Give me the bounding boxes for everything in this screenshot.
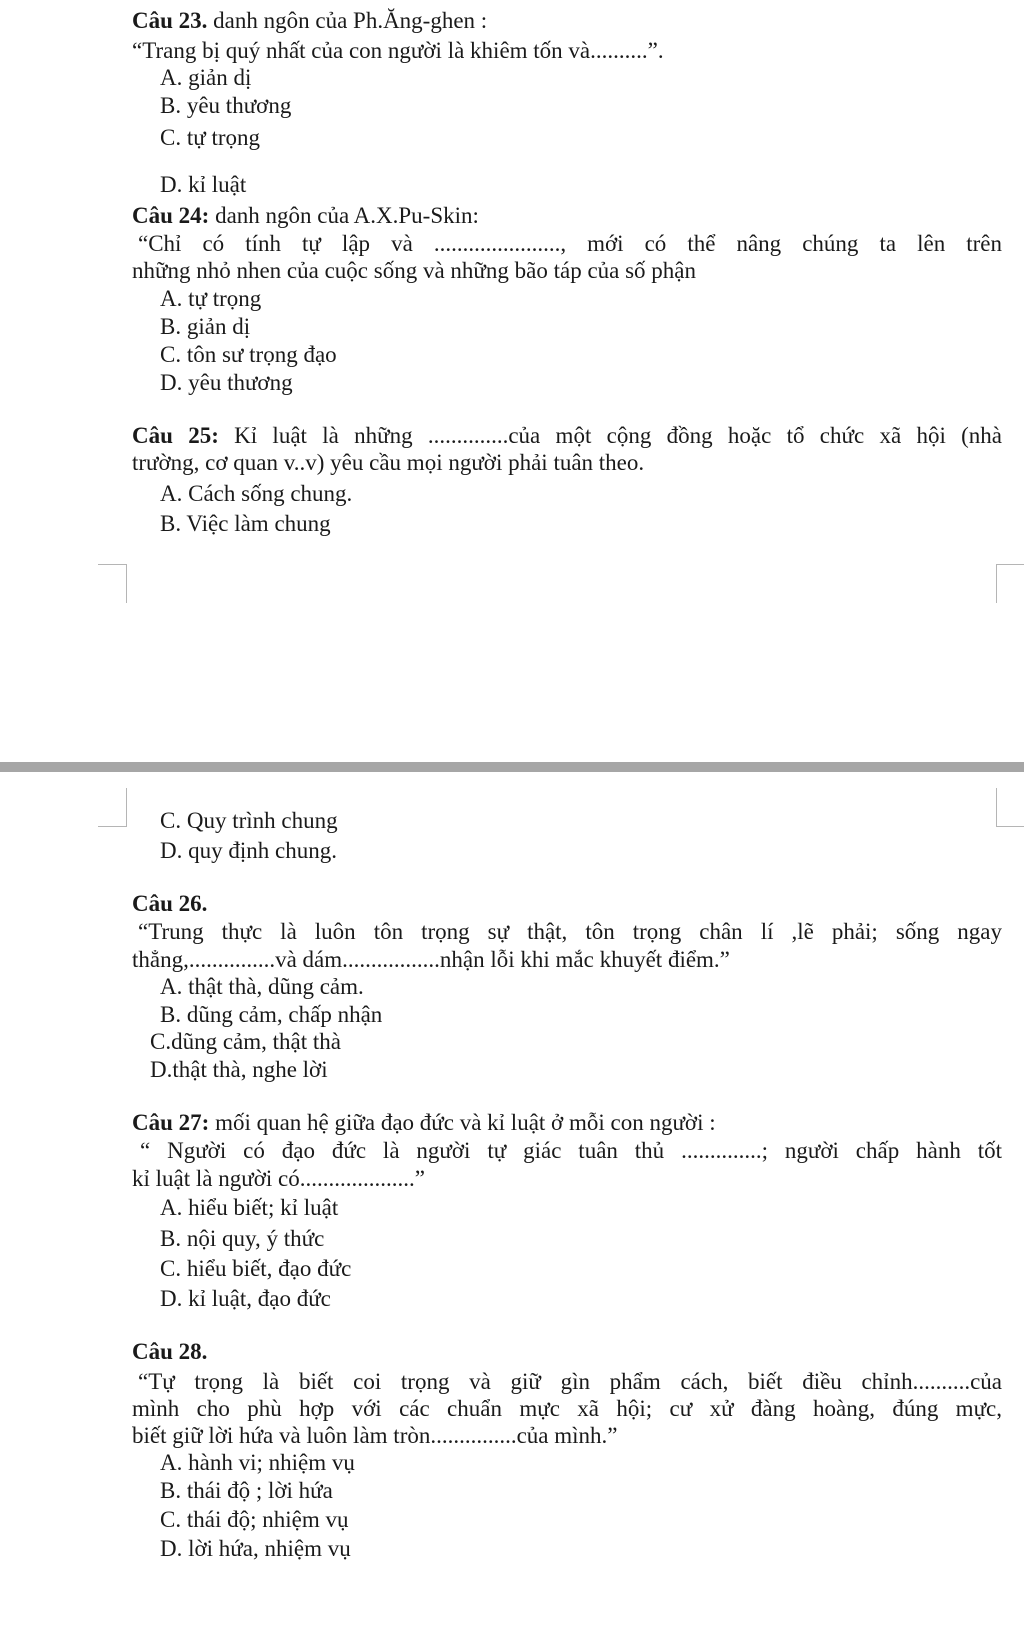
page-separator — [0, 762, 1024, 772]
answer-option: D. kỉ luật, đạo đức — [160, 1286, 331, 1311]
question-number: Câu 26. — [132, 891, 208, 916]
answer-option: A. hành vi; nhiệm vụ — [160, 1450, 355, 1475]
answer-option: D. kỉ luật — [160, 172, 247, 197]
question-27-heading — [132, 1108, 716, 1137]
question-28-quote-line: mình cho phù hợp với các chuẩn mực xã hội; cư xử đàng hoàng, đúng mực, — [132, 1396, 1002, 1421]
question-26-quote-line: “Trung thực là luôn tôn trọng sự thật, tôn trọng chân lí ,lẽ phải; sống ngay — [138, 919, 1002, 944]
answer-option: C.dũng cảm, thật thà — [150, 1029, 341, 1054]
answer-option: D. lời hứa, nhiệm vụ — [160, 1536, 351, 1561]
question-23-heading — [132, 6, 487, 35]
question-number: Câu 27: — [132, 1110, 210, 1135]
answer-option: D. quy định chung. — [160, 838, 337, 863]
answer-option: B. yêu thương — [160, 93, 292, 118]
answer-option: A. tự trọng — [160, 286, 262, 311]
page-corner-mark — [996, 564, 1024, 603]
question-number: Câu 23. — [132, 8, 208, 33]
question-26-heading — [132, 889, 207, 918]
answer-option: D. yêu thương — [160, 370, 293, 395]
answer-option: C. Quy trình chung — [160, 808, 338, 833]
question-number: Câu 28. — [132, 1339, 208, 1364]
page-corner-mark — [98, 564, 127, 603]
page-corner-mark — [996, 788, 1024, 827]
answer-option: B. thái độ ; lời hứa — [160, 1478, 333, 1503]
question-27-quote-line: kỉ luật là người có....................” — [132, 1166, 425, 1191]
answer-option: C. tự trọng — [160, 125, 260, 150]
answer-option: A. giản dị — [160, 65, 252, 90]
answer-option: C. hiểu biết, đạo đức — [160, 1256, 352, 1281]
answer-option: B. Việc làm chung — [160, 511, 331, 536]
question-24-quote-line: những nhỏ nhen của cuộc sống và những bão táp của số phận — [132, 258, 697, 283]
question-lead: danh ngôn của Ph.Ăng-ghen : — [207, 8, 488, 33]
question-24-quote-line: “Chỉ có tính tự lập và ......................, mới có thể nâng chúng ta lên trên — [138, 231, 1002, 256]
answer-option: C. tôn sư trọng đạo — [160, 342, 337, 367]
question-27-quote-line: “ Người có đạo đức là người tự giác tuân thủ ..............; người chấp hành tốt — [140, 1138, 1002, 1163]
question-text: Kỉ luật là những ..............của một cộng đồng hoặc tổ chức xã hội (nhà — [218, 423, 1002, 448]
answer-option: D.thật thà, nghe lời — [150, 1057, 328, 1082]
answer-option: B. giản dị — [160, 314, 251, 339]
question-23-quote: “Trang bị quý nhất của con người là khiêm tốn và..........”. — [132, 38, 664, 63]
page-gap — [0, 585, 1024, 785]
question-24-heading — [132, 201, 479, 230]
document-page-top — [0, 0, 1024, 585]
answer-option: B. nội quy, ý thức — [160, 1226, 325, 1251]
answer-option: A. Cách sống chung. — [160, 481, 353, 506]
question-28-quote-line: “Tự trọng là biết coi trọng và giữ gìn phẩm cách, biết điều chỉnh..........của — [138, 1369, 1002, 1394]
question-26-quote-line: thẳng,...............và dám.................nhận lỗi khi mắc khuyết điểm.” — [132, 947, 730, 972]
answer-option: A. hiểu biết; kỉ luật — [160, 1195, 339, 1220]
answer-option: C. thái độ; nhiệm vụ — [160, 1507, 349, 1532]
question-lead: danh ngôn của A.X.Pu-Skin: — [209, 203, 479, 228]
question-28-quote-line: biết giữ lời hứa và luôn làm tròn...............của mình.” — [132, 1423, 618, 1448]
answer-option: A. thật thà, dũng cảm. — [160, 974, 364, 999]
question-25-line — [132, 421, 1002, 450]
question-number: Câu 24: — [132, 203, 210, 228]
question-number: Câu 25: — [132, 423, 219, 448]
answer-option: B. dũng cảm, chấp nhận — [160, 1002, 383, 1027]
page-corner-mark — [98, 788, 127, 827]
question-28-heading — [132, 1337, 207, 1366]
question-lead: mối quan hệ giữa đạo đức và kỉ luật ở mỗi con người : — [209, 1110, 716, 1135]
question-25-line: trường, cơ quan v..v) yêu cầu mọi người phải tuân theo. — [132, 450, 645, 475]
